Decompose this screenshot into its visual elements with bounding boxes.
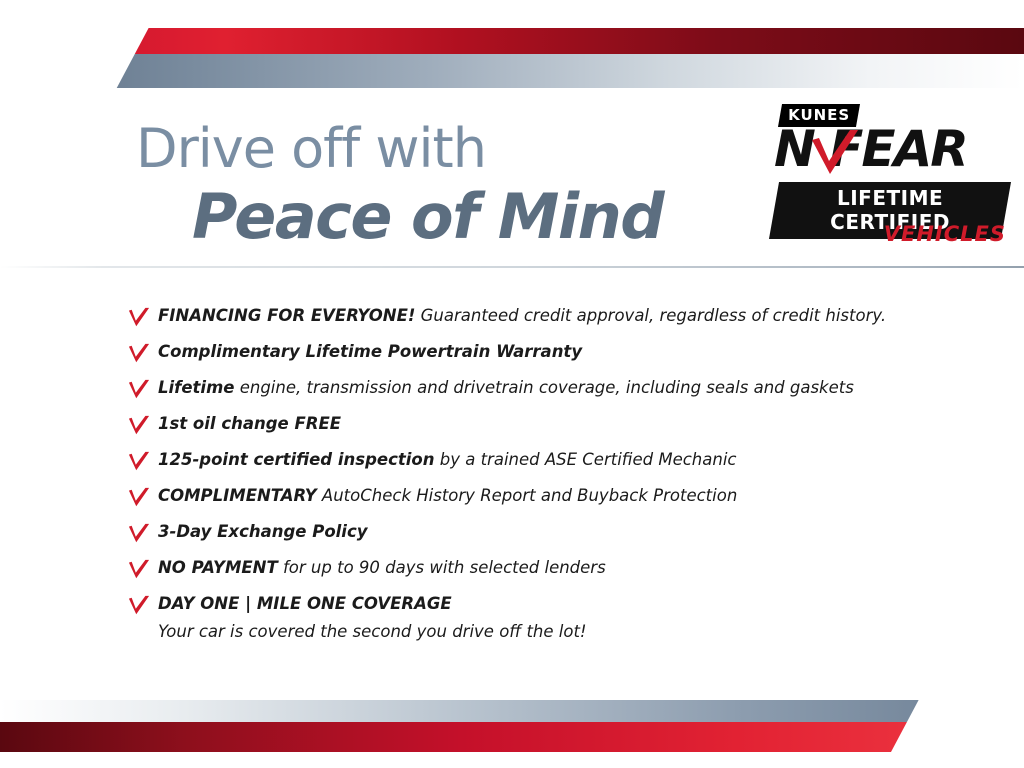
kunes-no-fear-logo (770, 104, 1012, 252)
check-icon (128, 343, 150, 365)
logo-banner-text: LIFETIME CERTIFIED (830, 186, 950, 234)
top-gray-band (0, 54, 1024, 88)
list-item-text (158, 378, 854, 399)
benefits-list (128, 306, 948, 654)
list-item-rest: for up to 90 days with selected lenders (277, 558, 606, 577)
red-check-icon (808, 128, 862, 182)
page-title (136, 117, 756, 253)
list-item (128, 450, 948, 473)
headline-line-1: Drive off with (136, 117, 486, 180)
list-item-bold: NO PAYMENT (158, 558, 278, 577)
top-white-edge (0, 0, 1024, 28)
list-item-subtext: Your car is covered the second you drive off the lot! (158, 622, 587, 641)
list-item (128, 558, 948, 581)
list-item-text (158, 450, 736, 471)
check-icon (128, 379, 150, 401)
list-item (128, 522, 948, 545)
list-item-text (158, 522, 368, 543)
bottom-gray-band (0, 700, 1024, 722)
logo-suffix: VEHICLES (883, 222, 1006, 246)
bottom-red-band (0, 722, 1024, 752)
list-item-bold: COMPLIMENTARY (158, 486, 317, 505)
check-icon (128, 523, 150, 545)
check-icon (128, 595, 150, 617)
list-item-rest: Guaranteed credit approval, regardless of credit history. (415, 306, 887, 325)
list-item (128, 306, 948, 329)
headline-line-2: Peace of Mind (192, 180, 664, 253)
bottom-white-edge (0, 752, 1024, 768)
check-icon (128, 451, 150, 473)
check-icon (128, 487, 150, 509)
check-icon (128, 307, 150, 329)
list-item-text (158, 342, 582, 363)
list-item-text (158, 558, 606, 579)
list-item (128, 594, 948, 617)
list-item-bold: 1st oil change FREE (158, 414, 341, 433)
list-item-bold: 3-Day Exchange Policy (158, 522, 368, 541)
logo-brand-text: KUNES (788, 106, 851, 124)
check-icon (128, 559, 150, 581)
top-red-band (0, 28, 1024, 54)
list-item (128, 486, 948, 509)
list-item (128, 378, 948, 401)
list-item-bold: Complimentary Lifetime Powertrain Warranty (158, 342, 583, 361)
list-item-bold: FINANCING FOR EVERYONE! (158, 306, 416, 325)
list-item-text (158, 594, 452, 615)
list-item-text (158, 414, 341, 435)
list-item-text (158, 306, 886, 327)
list-item-bold: 125-point certified inspection (158, 450, 435, 469)
list-item-text (158, 486, 737, 507)
list-item (128, 342, 948, 365)
check-icon (128, 415, 150, 437)
list-item (128, 414, 948, 437)
divider (0, 266, 1024, 268)
list-item-rest: by a trained ASE Certified Mechanic (434, 450, 737, 469)
list-item-rest: engine, transmission and drivetrain coverage, including seals and gaskets (234, 378, 854, 397)
list-item-rest: AutoCheck History Report and Buyback Protection (316, 486, 738, 505)
list-item-bold: Lifetime (158, 378, 235, 397)
logo-wordmark: N FEAR (774, 120, 967, 178)
list-item-bold: DAY ONE | MILE ONE COVERAGE (158, 594, 452, 613)
